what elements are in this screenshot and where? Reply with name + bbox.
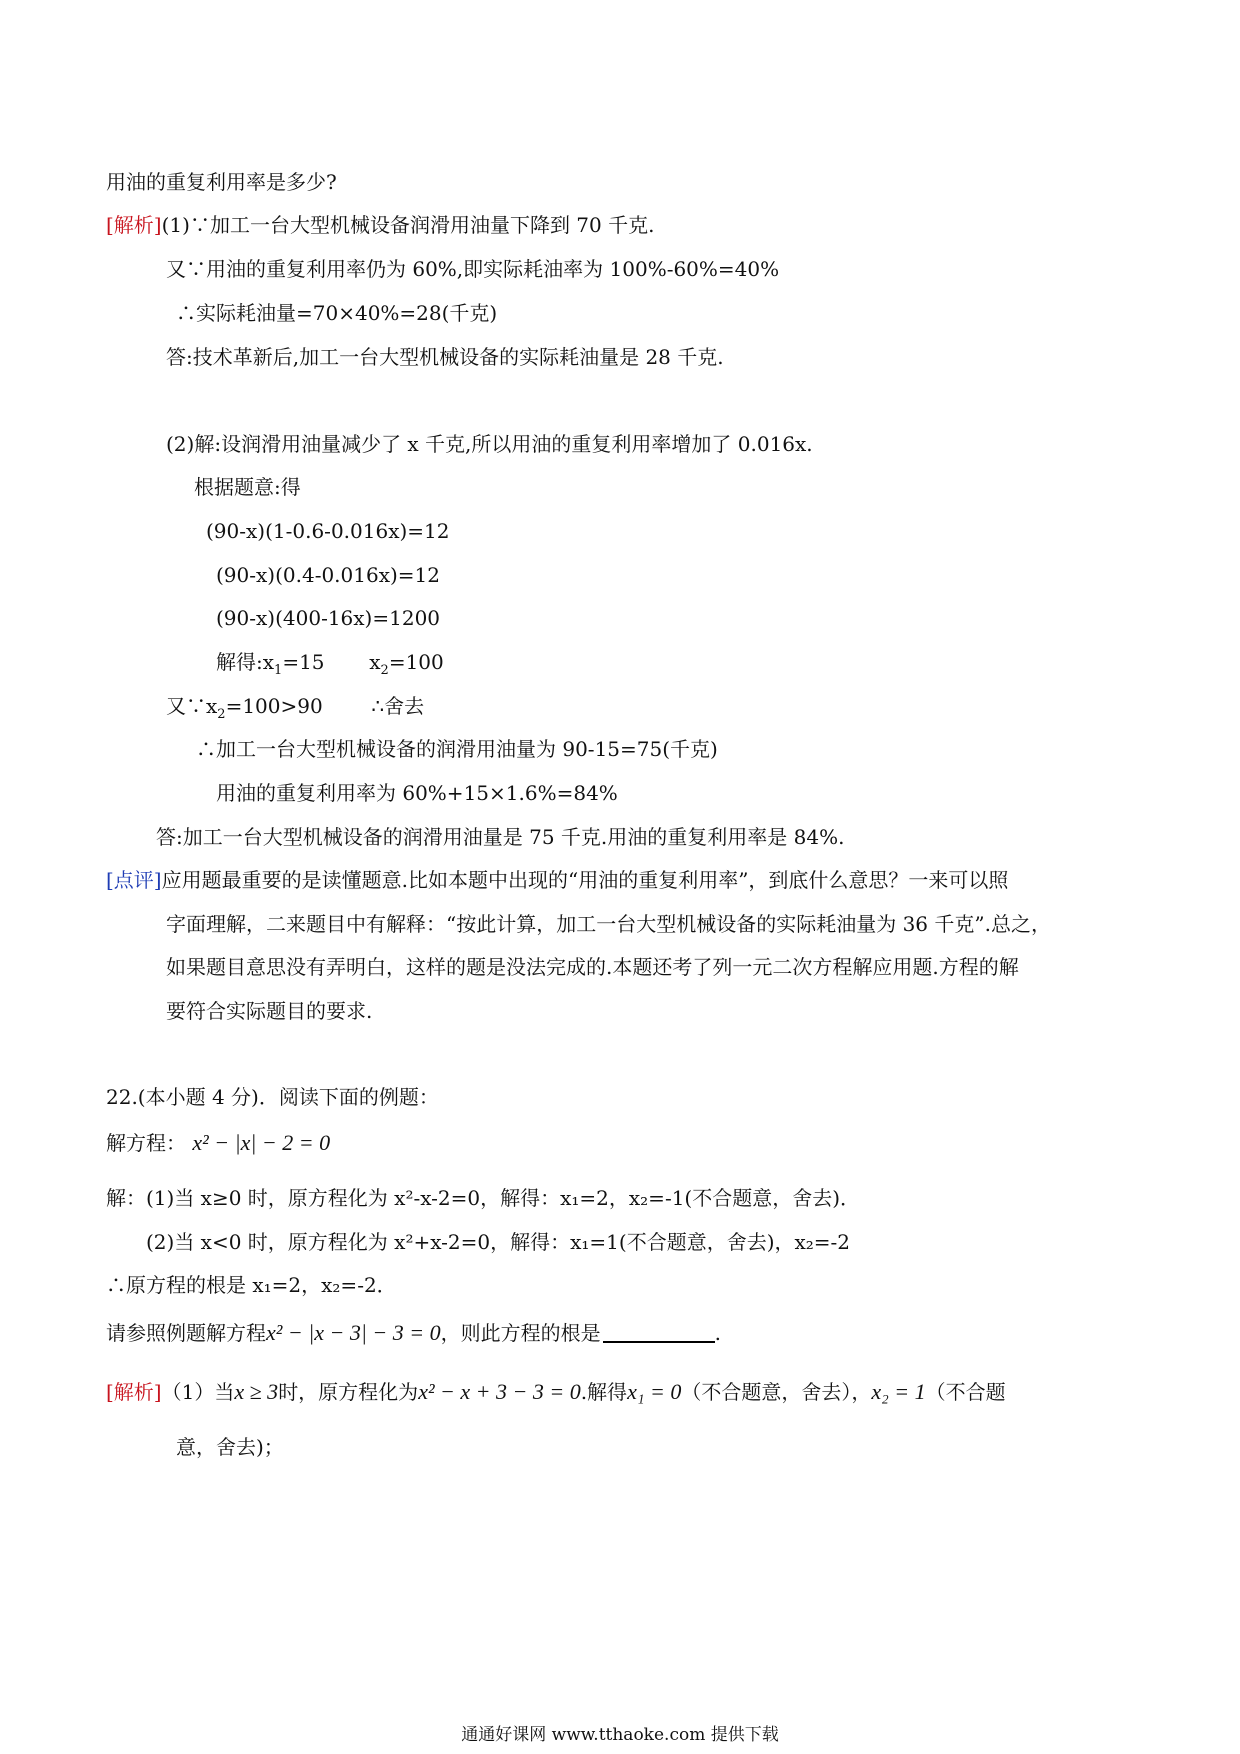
equation: x² − x + 3 − 3 = 0 bbox=[418, 1379, 581, 1404]
line-text: （不合题 bbox=[925, 1380, 1006, 1404]
text-line: 要符合实际题目的要求. bbox=[166, 999, 373, 1023]
subscript: 2 bbox=[217, 707, 226, 722]
text-line: 如果题目意思没有弄明白，这样的题是没法完成的.本题还考了列一元二次方程解应用题.方程的解 bbox=[166, 955, 1019, 979]
text-line bbox=[106, 1379, 1006, 1405]
line-text: （不合题意，舍去）， bbox=[681, 1380, 872, 1404]
line-text: ，则此方程的根是 bbox=[440, 1321, 601, 1345]
text-line: 用油的重复利用率是多少? bbox=[106, 170, 337, 194]
text-line: (2)解:设润滑用油量减少了 x 千克,所以用油的重复利用率增加了 0.016x. bbox=[166, 432, 813, 456]
text-line bbox=[106, 1320, 721, 1346]
line-text: ∴舍去 bbox=[371, 694, 425, 718]
text-line: 根据题意:得 bbox=[194, 475, 301, 499]
equation-line: (90-x)(0.4-0.016x)=12 bbox=[216, 563, 441, 587]
text-line: ∴实际耗油量=70×40%=28(千克) bbox=[176, 301, 498, 325]
text-line bbox=[106, 867, 1008, 893]
text-line: 意，舍去)； bbox=[176, 1435, 284, 1459]
text-line: ∴加工一台大型机械设备的润滑用油量为 90-15=75(千克) bbox=[196, 737, 718, 761]
solution-line bbox=[216, 649, 444, 678]
text-line: (2)当 x<0 时，原方程化为 x²+x-2=0，解得：x₁=1(不合题意，舍去)，x₂=-2 bbox=[146, 1230, 851, 1254]
line-text: . bbox=[714, 1321, 721, 1345]
line-text: 时，原方程化为 bbox=[278, 1380, 419, 1404]
line-text: (1)∵加工一台大型机械设备润滑用油量下降到 70 千克. bbox=[161, 213, 655, 237]
comment-tag: [点评] bbox=[106, 868, 162, 892]
solution-text: 解得:x bbox=[216, 650, 275, 674]
subscript: 2 bbox=[380, 663, 389, 678]
text-line bbox=[106, 212, 654, 238]
solution-text: =15 bbox=[282, 650, 325, 674]
line-text: （1）当 bbox=[161, 1380, 235, 1404]
text-line: 答:加工一台大型机械设备的润滑用油量是 75 千克.用油的重复利用率是 84%. bbox=[156, 825, 845, 849]
solution-text: =100 bbox=[388, 650, 444, 674]
analysis-tag: [解析] bbox=[106, 1380, 162, 1404]
root: x₁ = 0 bbox=[627, 1379, 682, 1404]
line-text: .解得 bbox=[580, 1380, 628, 1404]
analysis-tag: [解析] bbox=[106, 213, 162, 237]
line-text: 又∵x bbox=[166, 694, 218, 718]
answer-blank bbox=[603, 1321, 715, 1343]
root: x₂ = 1 bbox=[871, 1379, 926, 1404]
equation: x² − |x| − 2 = 0 bbox=[192, 1130, 331, 1155]
inequality: x ≥ 3 bbox=[234, 1379, 279, 1404]
text-line: 用油的重复利用率为 60%+15×1.6%=84% bbox=[216, 781, 618, 805]
line-text: 解方程： bbox=[106, 1131, 186, 1155]
subscript: 1 bbox=[274, 663, 283, 678]
equation-line: (90-x)(1-0.6-0.016x)=12 bbox=[206, 519, 450, 543]
equation-line: (90-x)(400-16x)=1200 bbox=[216, 606, 441, 630]
text-line: 解：(1)当 x≥0 时，原方程化为 x²-x-2=0，解得：x₁=2，x₂=-1(不合题意，舍去)． bbox=[106, 1186, 861, 1210]
text-line bbox=[166, 693, 425, 722]
line-text: =100>90 bbox=[225, 694, 323, 718]
solution-text: x bbox=[369, 650, 381, 674]
text-line: 字面理解，二来题目中有解释：“按此计算，加工一台大型机械设备的实际耗油量为 36 千克”.总之， bbox=[166, 912, 1051, 936]
text-line: 又∵用油的重复利用率仍为 60%,即实际耗油率为 100%-60%=40% bbox=[166, 257, 780, 281]
line-text: 应用题最重要的是读懂题意.比如本题中出现的“用油的重复利用率”，到底什么意思？一来可以照 bbox=[161, 868, 1009, 892]
line-text: 请参照例题解方程 bbox=[106, 1321, 266, 1345]
equation: x² − |x − 3| − 3 = 0 bbox=[266, 1320, 441, 1345]
text-line: ∴原方程的根是 x₁=2，x₂=-2． bbox=[106, 1273, 397, 1297]
page-footer: 通通好课网 www.tthaoke.com 提供下载 bbox=[461, 1725, 779, 1745]
question-heading: 22.(本小题 4 分)．阅读下面的例题： bbox=[106, 1085, 439, 1109]
text-line bbox=[106, 1130, 330, 1156]
text-line: 答:技术革新后,加工一台大型机械设备的实际耗油量是 28 千克. bbox=[166, 345, 724, 369]
